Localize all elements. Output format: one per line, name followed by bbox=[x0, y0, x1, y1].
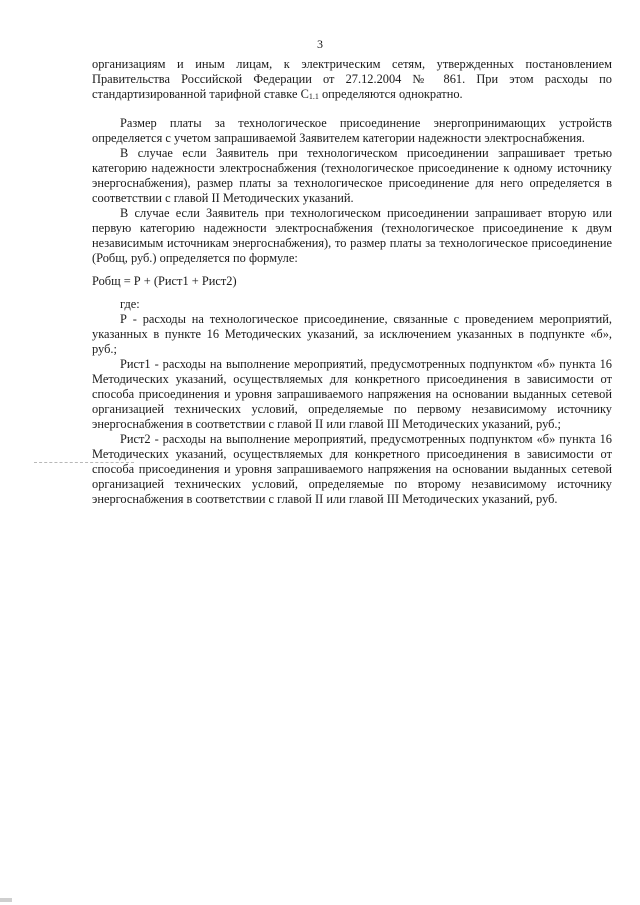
where-label: где: bbox=[120, 297, 140, 311]
paragraph-first-second-category: В случае если Заявитель при технологическом присоединении запрашивает вторую или первую категорию надежности электроснабжения (технологическое присоединение к двум независимым источникам энергоснабжения), то размер платы за технологическое присоединение (Робщ, руб.) определяется по формуле: bbox=[92, 206, 612, 265]
scan-dash-artifact bbox=[34, 462, 134, 463]
document-body bbox=[92, 57, 612, 507]
page-number: 3 bbox=[317, 37, 323, 51]
definition-rist2: Рист2 - расходы на выполнение мероприятий, предусмотренных подпунктом «б» пункта 16 Методических указаний, осуществляемых для конкретного присоединения в зависимости от способа присоединения и уровня запрашиваемого напряжения на основании выданных сетевой организацией технических условий, определяемые по второму независимому источнику энергоснабжения в соответствии с главой II или главой III Методических указаний, руб. bbox=[92, 432, 612, 506]
paragraph-text-end: определяются однократно. bbox=[318, 87, 463, 101]
definition-rist1: Рист1 - расходы на выполнение мероприятий, предусмотренных подпунктом «б» пункта 16 Методических указаний, осуществляемых для конкретного присоединения в зависимости от способа присоединения и уровня запрашиваемого напряжения на основании выданных сетевой организацией технических условий, определяемые по первому независимому источнику энергоснабжения в соответствии с главой II или главой III Методических указаний, руб.; bbox=[92, 357, 612, 431]
paragraph-text: организациям и иным лицам, к электрическим сетям, утвержденных постановлением Правительства Российской Федерации от 27.12.2004 № 861. При этом расходы по стандартизированной тарифной ставке С bbox=[92, 57, 612, 101]
formula: Робщ = Р + (Рист1 + Рист2) bbox=[92, 274, 237, 288]
paragraph-third-category: В случае если Заявитель при технологическом присоединении запрашивает третью категорию надежности электроснабжения (технологическое присоединение к одному источнику энергоснабжения), размер платы за технологическое присоединение для него определяется в соответствии с главой II Методических указаний. bbox=[92, 146, 612, 205]
definition-p: Р - расходы на технологическое присоединение, связанные с проведением мероприятий, указанных в пункте 16 Методических указаний, за исключением указанных в подпункте «б», руб.; bbox=[92, 312, 612, 356]
paragraph-fee-size: Размер платы за технологическое присоединение энергопринимающих устройств определяется с учетом запрашиваемой Заявителем категории надежности электроснабжения. bbox=[92, 116, 612, 145]
subscript: 1.1 bbox=[308, 92, 319, 101]
paragraph-continuation bbox=[92, 57, 612, 104]
scan-edge-mark bbox=[0, 898, 12, 902]
